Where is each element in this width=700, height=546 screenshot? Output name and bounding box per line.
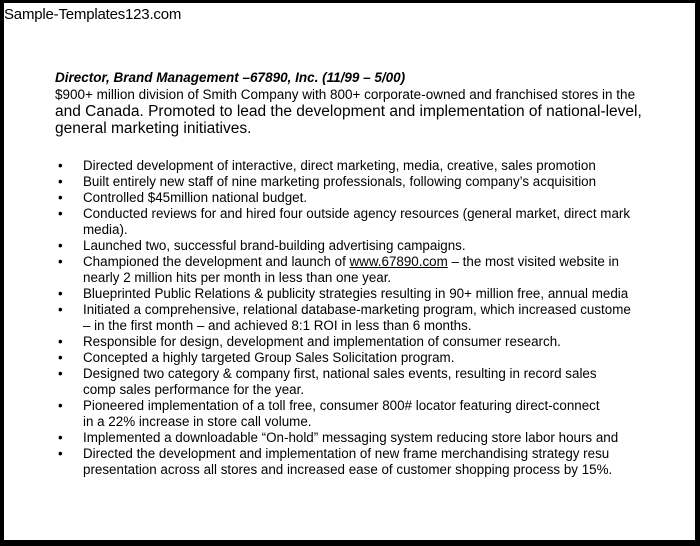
summary-line: general marketing initiatives. xyxy=(55,120,252,137)
bullet-text: Concepted a highly targeted Group Sales Solicitation program. xyxy=(83,350,455,365)
bullet-text: Designed two category & company first, national sales events, resulting in record sales comp sales performance for the year. xyxy=(83,366,597,397)
list-item xyxy=(57,430,687,446)
list-item xyxy=(57,158,687,174)
list-item xyxy=(57,174,687,190)
summary-line: and Canada. Promoted to lead the development and implementation of national-level, xyxy=(55,103,642,120)
bullet-text: Directed the development and implementation of new frame merchandising strategy resu presentation across all stores and increased ease of customer shopping process by 15%. xyxy=(83,446,613,477)
list-item xyxy=(57,398,687,430)
summary-line: $900+ million division of Smith Company with 800+ corporate-owned and franchised stores in the xyxy=(55,87,636,102)
list-item xyxy=(57,350,687,366)
list-item xyxy=(57,254,687,286)
bullet-text: Conducted reviews for and hired four outside agency resources (general market, direct mark media). xyxy=(83,206,631,237)
list-item xyxy=(57,206,687,238)
list-item xyxy=(57,286,687,302)
bullet-text: Directed development of interactive, direct marketing, media, creative, sales promotion xyxy=(83,158,596,173)
bullet-text: Pioneered implementation of a toll free, consumer 800# locator featuring direct-connect in a 22% increase in store call volume. xyxy=(83,398,600,429)
bullet-text: Responsible for design, development and implementation of consumer research. xyxy=(83,334,561,349)
bullet-text: – the most visited website in nearly 2 million hits per month in less than one year. xyxy=(83,254,619,285)
bullet-text: Championed the development and launch of xyxy=(83,254,350,269)
job-title: Director, Brand Management –67890, Inc. (11/99 – 5/00) xyxy=(55,70,406,85)
achievements-list xyxy=(57,158,687,478)
bullet-text: Built entirely new staff of nine marketing professionals, following company’s acquisition xyxy=(83,174,597,189)
list-item xyxy=(57,446,687,478)
bullet-text: Blueprinted Public Relations & publicity strategies resulting in 90+ million free, annual media xyxy=(83,286,629,301)
list-item xyxy=(57,238,687,254)
list-item xyxy=(57,302,687,334)
list-item xyxy=(57,334,687,350)
bullet-text: Implemented a downloadable “On-hold” messaging system reducing store labor hours and xyxy=(83,430,619,445)
watermark: Sample-Templates123.com xyxy=(4,6,182,23)
document-page xyxy=(4,3,695,540)
website-link[interactable]: www.67890.com xyxy=(349,254,448,269)
bullet-text: Launched two, successful brand-building advertising campaigns. xyxy=(83,238,466,253)
job-header xyxy=(55,69,675,137)
list-item xyxy=(57,366,687,398)
bullet-text: Initiated a comprehensive, relational database-marketing program, which increased custome – in the first month – and achieved 8:1 ROI in less than 6 months. xyxy=(83,302,631,333)
bullet-text: Controlled $45million national budget. xyxy=(83,190,308,205)
list-item xyxy=(57,190,687,206)
